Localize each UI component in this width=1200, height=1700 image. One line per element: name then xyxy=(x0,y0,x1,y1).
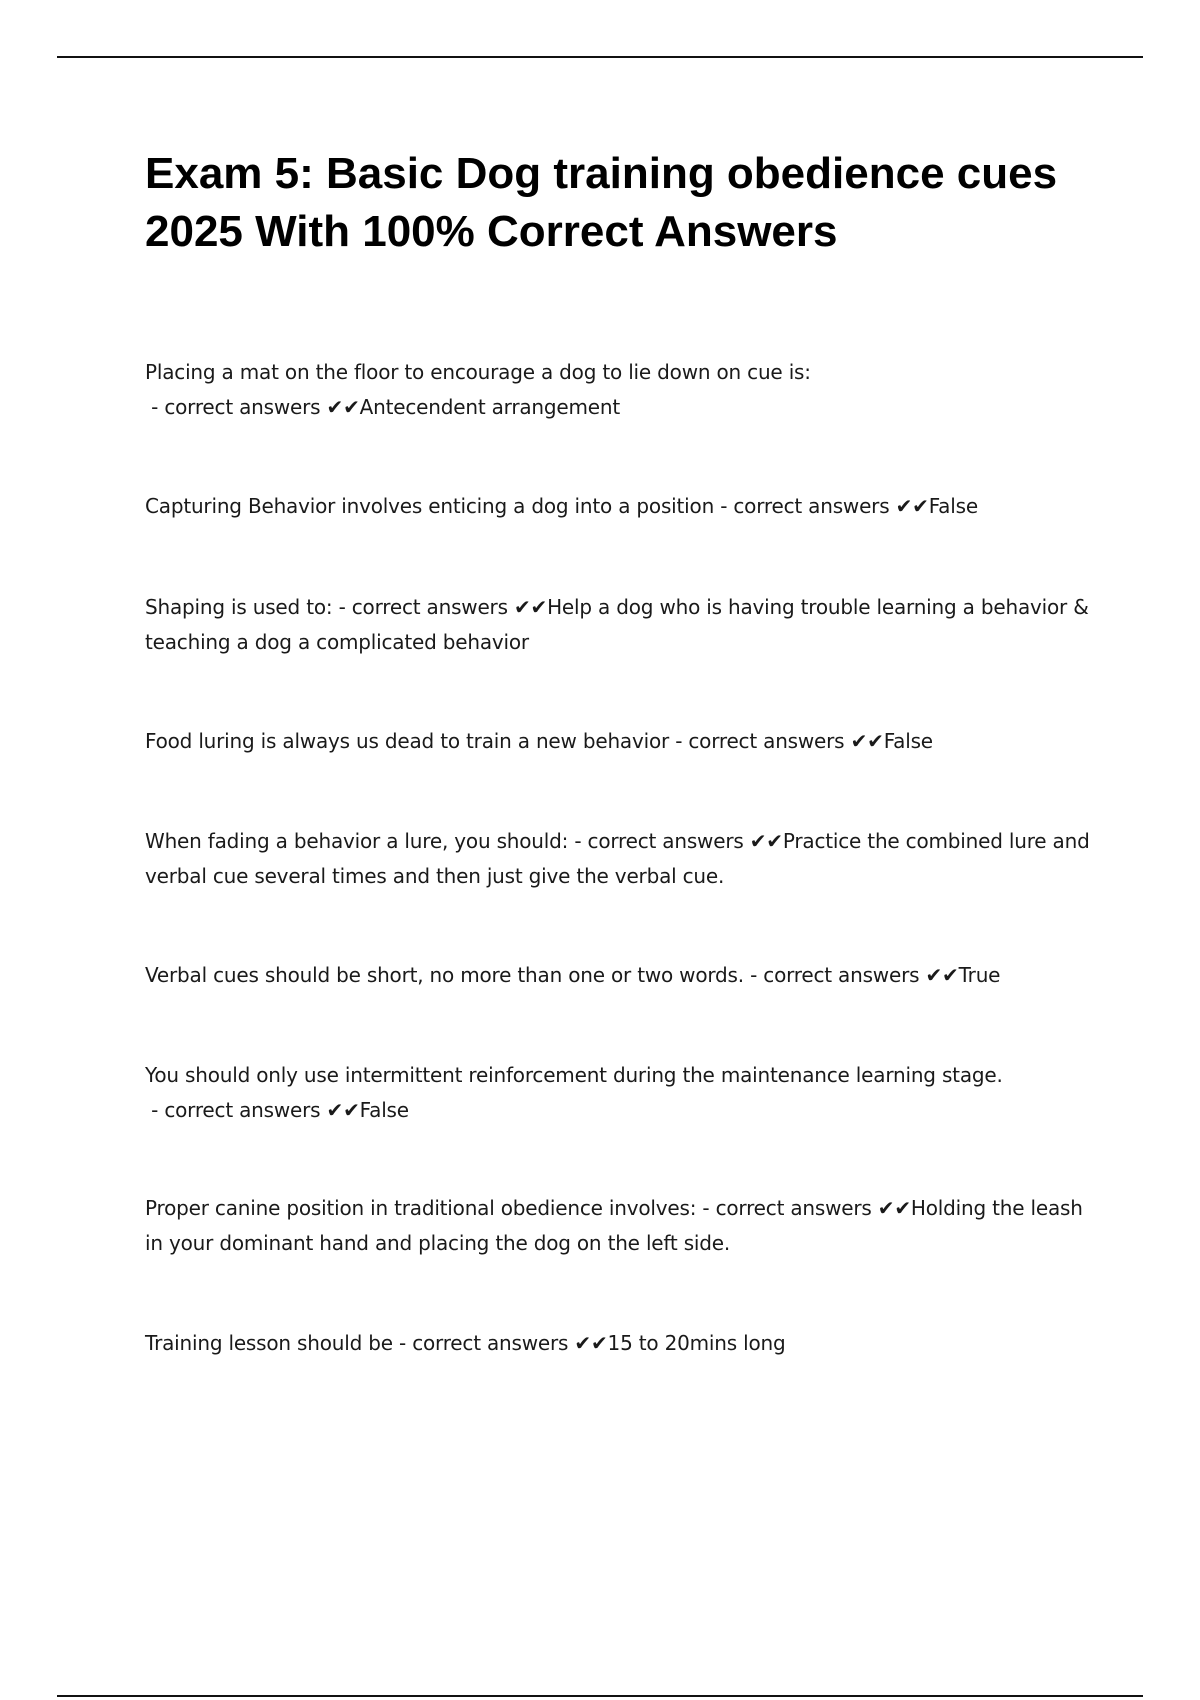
check-mark-icon: ✔✔ xyxy=(326,1097,360,1122)
qa-item xyxy=(145,1326,1105,1361)
qa-item xyxy=(145,1058,1105,1127)
answer-separator: - correct answers xyxy=(145,394,327,419)
qa-item xyxy=(145,355,1105,424)
question-text: Verbal cues should be short, no more than one or two words. xyxy=(145,963,744,987)
qa-item xyxy=(145,958,1105,993)
question-text: Shaping is used to: xyxy=(145,595,333,619)
answer-text: True xyxy=(958,963,1001,987)
qa-item xyxy=(145,590,1105,659)
check-mark-icon: ✔✔ xyxy=(895,494,929,518)
question-text: When fading a behavior a lure, you should: xyxy=(145,829,569,853)
answer-text: False xyxy=(883,729,933,753)
question-text: Capturing Behavior involves enticing a dog into a position xyxy=(145,494,715,518)
question-text: You should only use intermittent reinforcement during the maintenance learning stage. xyxy=(145,1063,1003,1087)
answer-text: Help a dog who is having trouble learning a behavior & teaching a dog a complicated behavior xyxy=(145,595,1089,654)
answer-text: Antecendent arrangement xyxy=(359,394,621,419)
answer-text: Holding the leash in your dominant hand and placing the dog on the left side. xyxy=(145,1196,1083,1255)
answer-text: False xyxy=(928,494,978,518)
question-text: Proper canine position in traditional obedience involves: xyxy=(145,1196,697,1220)
answer-separator: - correct answers xyxy=(669,729,851,753)
answer-separator: - correct answers xyxy=(696,1196,878,1220)
check-mark-icon: ✔✔ xyxy=(513,595,548,619)
question-text: Training lesson should be xyxy=(145,1331,393,1355)
document-title: Exam 5: Basic Dog training obedience cues 2025 With 100% Correct Answers xyxy=(145,149,1058,256)
answer-separator: - correct answers xyxy=(392,1331,575,1355)
answer-separator: - correct answers xyxy=(568,829,750,853)
qa-item xyxy=(145,489,1105,524)
answer-text: Practice the combined lure and verbal cue several times and then just give the verbal cue. xyxy=(145,829,1090,888)
question-text: Placing a mat on the floor to encourage a dog to lie down on cue is: xyxy=(145,360,811,384)
question-text: Food luring is always us dead to train a new behavior xyxy=(145,729,670,753)
answer-separator: - correct answers xyxy=(743,963,926,987)
check-mark-icon: ✔✔ xyxy=(574,1331,608,1355)
qa-item xyxy=(145,724,1105,759)
answer-text: 15 to 20mins long xyxy=(607,1331,786,1355)
header-rule xyxy=(57,56,1143,58)
qa-item xyxy=(145,1191,1105,1260)
answer-text: False xyxy=(359,1097,409,1122)
check-mark-icon: ✔✔ xyxy=(749,829,783,853)
check-mark-icon: ✔✔ xyxy=(925,963,959,987)
footer-rule xyxy=(57,1695,1143,1697)
answer-separator: - correct answers xyxy=(714,494,896,518)
qa-item xyxy=(145,824,1105,893)
answer-separator: - correct answers xyxy=(145,1097,327,1122)
check-mark-icon: ✔✔ xyxy=(877,1196,911,1220)
check-mark-icon: ✔✔ xyxy=(850,729,884,753)
check-mark-icon: ✔✔ xyxy=(326,394,360,419)
answer-separator: - correct answers xyxy=(332,595,514,619)
